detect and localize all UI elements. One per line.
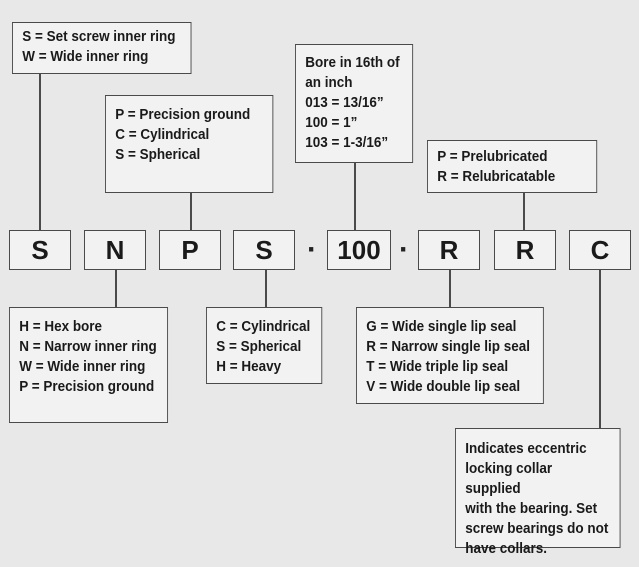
note-line: with the bearing. Set [465,501,598,517]
note-line: Indicates eccentric [465,441,587,457]
connector-line [599,270,601,428]
note-line: screw bearings do not [465,521,609,537]
legend-line: 013 = 13/16” [305,95,384,111]
legend-line: S = Set screw inner ring [22,29,176,45]
bore-legend [295,44,413,163]
seal-legend [356,307,544,404]
connector-line [265,270,267,307]
collar-note [455,428,621,557]
legend-line: R = Narrow single lip seal [366,339,530,355]
legend-line: T = Wide triple lip seal [366,359,509,375]
legend-line: R = Relubricatable [437,169,556,185]
precision-legend [105,95,273,193]
legend-line: 103 = 1-3/16” [305,135,389,151]
code-letter-c: C [569,230,631,270]
legend-line: W = Wide inner ring [22,49,149,65]
separator-dot: · [399,233,409,266]
legend-line: an inch [305,75,353,91]
connector-line [449,270,451,307]
lubrication-legend [427,140,597,193]
legend-line: S = Spherical [115,147,201,163]
legend-line: G = Wide single lip seal [366,319,517,335]
housing-legend [206,307,322,384]
note-line: locking collar supplied [465,461,553,497]
legend-line: C = Cylindrical [115,127,210,143]
legend-line: V = Wide double lip seal [366,379,521,395]
legend-line: S = Spherical [216,339,302,355]
code-letter-s: S [9,230,71,270]
legend-line: P = Prelubricated [437,149,548,165]
legend-line: P = Precision ground [115,107,251,123]
legend-line: W = Wide inner ring [19,359,146,375]
connector-line [190,193,192,230]
connector-line [354,163,356,230]
legend-line: P = Precision ground [19,379,155,395]
connector-line [523,193,525,230]
connector-line [115,270,117,307]
connector-line [39,74,41,230]
code-letter-n: N [84,230,146,270]
legend-line: H = Hex bore [19,319,103,335]
legend-line: Bore in 16th of [305,55,400,71]
inner-ring-legend [12,22,191,74]
note-line: have collars. [465,541,547,557]
code-letter-r: R [494,230,556,270]
code-letter-r: R [418,230,480,270]
separator-dot: · [307,233,317,266]
bore-type-legend [9,307,168,423]
legend-line: H = Heavy [216,359,282,375]
code-letter-p: P [159,230,221,270]
legend-line: 100 = 1” [305,115,358,131]
legend-line: N = Narrow inner ring [19,339,157,355]
code-letter-s: S [233,230,295,270]
code-bore-size: 100 [327,230,391,270]
legend-line: C = Cylindrical [216,319,311,335]
